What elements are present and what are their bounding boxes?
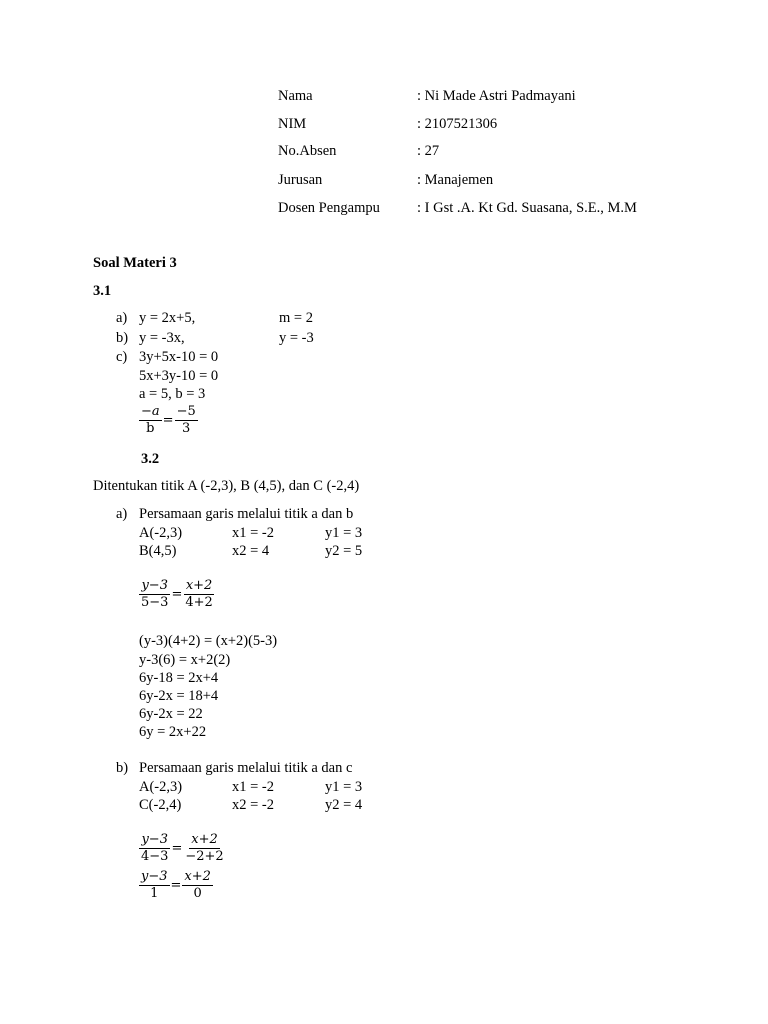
step-line: 6y-18 = 2x+4 <box>139 670 219 686</box>
label-nama: Nama <box>278 88 313 104</box>
x-value: x1 = -2 <box>232 525 275 541</box>
frac-den: 3 <box>182 421 191 436</box>
frac-equals: = <box>171 841 183 856</box>
frac-equals: = <box>171 587 183 602</box>
marker-c: c) <box>116 349 128 365</box>
value-nim: : 2107521306 <box>417 116 498 132</box>
point-label: A(-2,3) <box>139 779 183 795</box>
result-a: m = 2 <box>279 310 313 326</box>
slope-fraction <box>139 404 198 437</box>
heading-3-2: 3.2 <box>141 451 160 467</box>
frac-num: x+2 <box>191 832 218 847</box>
equation-a: y = 2x+5, <box>139 310 196 326</box>
frac-num: x+2 <box>185 578 213 593</box>
y-value: y1 = 3 <box>325 779 363 795</box>
value-nama: : Ni Made Astri Padmayani <box>417 88 576 104</box>
frac-num: y−3 <box>141 578 168 593</box>
frac-den: 5−3 <box>141 595 169 610</box>
marker-b: b) <box>116 330 129 346</box>
frac-den: 4−3 <box>141 849 169 864</box>
frac-den: −2+2 <box>185 849 224 864</box>
equation-b: y = -3x, <box>139 330 185 346</box>
value-dosen: : I Gst .A. Kt Gd. Suasana, S.E., M.M <box>417 200 637 216</box>
frac-num: y−3 <box>141 869 168 884</box>
frac-num: y−3 <box>141 832 168 847</box>
intro-text: Ditentukan titik A (-2,3), B (4,5), dan C (-2,4) <box>93 478 360 494</box>
two-point-fraction <box>139 832 226 865</box>
step-line: (y-3)(4+2) = (x+2)(5-3) <box>139 633 278 649</box>
section-title: Soal Materi 3 <box>93 255 177 271</box>
step-line: 6y-2x = 22 <box>139 706 203 722</box>
heading-3-1: 3.1 <box>93 283 112 299</box>
y-value: y2 = 5 <box>325 543 363 559</box>
frac-equals: = <box>170 878 182 893</box>
x-value: x2 = 4 <box>232 543 270 559</box>
frac-num: −a <box>141 404 160 419</box>
x-value: x1 = -2 <box>232 779 275 795</box>
label-jurusan: Jurusan <box>278 172 323 188</box>
point-label: A(-2,3) <box>139 525 183 541</box>
label-dosen: Dosen Pengampu <box>278 200 380 216</box>
point-label: C(-2,4) <box>139 797 182 813</box>
step-line: y-3(6) = x+2(2) <box>139 652 231 668</box>
result-b: y = -3 <box>279 330 314 346</box>
value-jurusan: : Manajemen <box>417 172 494 188</box>
frac-den: b <box>146 421 155 436</box>
label-absen: No.Absen <box>278 143 337 159</box>
x-value: x2 = -2 <box>232 797 275 813</box>
y-value: y2 = 4 <box>325 797 363 813</box>
simplified-fraction <box>139 869 213 902</box>
equation-c-2: 5x+3y-10 = 0 <box>139 368 219 384</box>
value-absen: : 27 <box>417 143 440 159</box>
frac-den: 4+2 <box>185 595 213 610</box>
point-label: B(4,5) <box>139 543 177 559</box>
frac-equals: = <box>162 413 174 428</box>
frac-num: −5 <box>176 404 196 419</box>
frac-num: x+2 <box>184 869 211 884</box>
marker-a: a) <box>116 310 128 326</box>
marker-a: a) <box>116 506 128 522</box>
equation-c-1: 3y+5x-10 = 0 <box>139 349 219 365</box>
label-nim: NIM <box>278 116 307 132</box>
step-line: 6y = 2x+22 <box>139 724 207 740</box>
marker-b: b) <box>116 760 129 776</box>
item-title: Persamaan garis melalui titik a dan b <box>139 506 354 522</box>
equation-c-3: a = 5, b = 3 <box>139 386 206 402</box>
two-point-fraction <box>139 578 215 611</box>
y-value: y1 = 3 <box>325 525 363 541</box>
step-line: 6y-2x = 18+4 <box>139 688 219 704</box>
frac-den: 0 <box>193 886 202 901</box>
item-title: Persamaan garis melalui titik a dan c <box>139 760 353 776</box>
frac-den: 1 <box>150 886 159 901</box>
